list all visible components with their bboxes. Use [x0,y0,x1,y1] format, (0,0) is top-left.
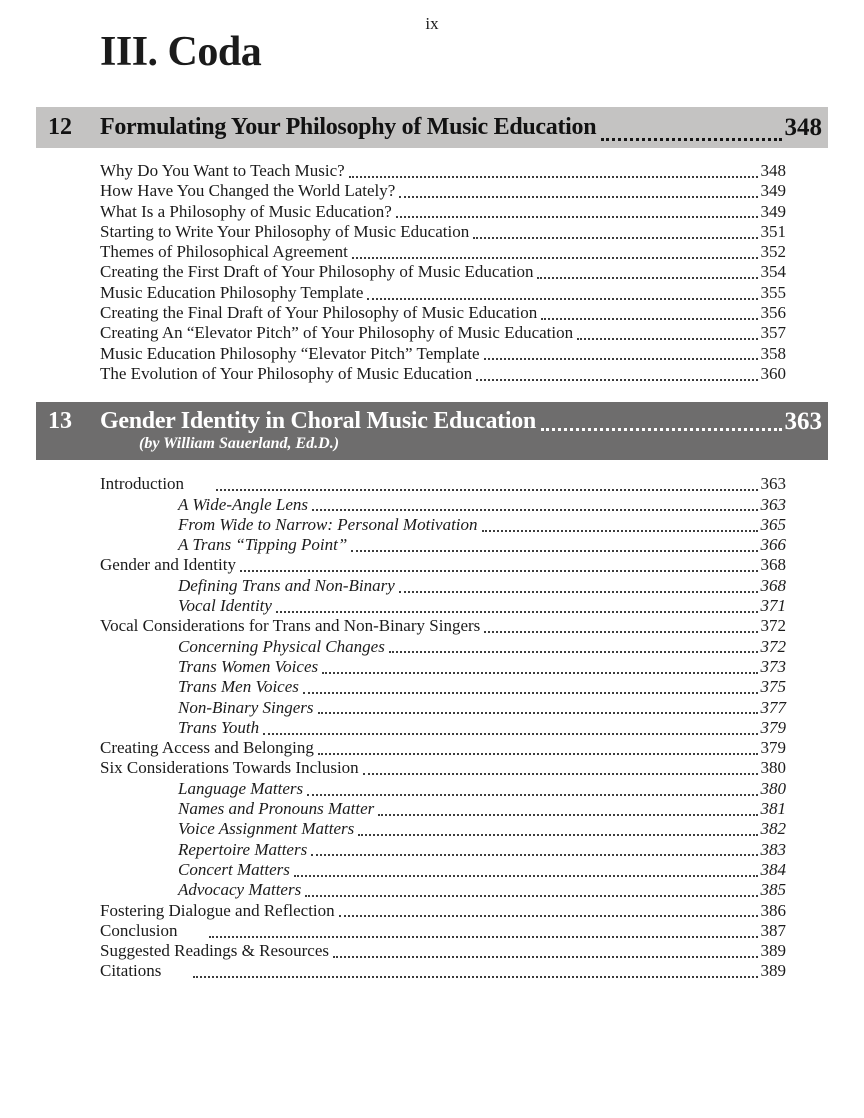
toc-entry [100,364,786,384]
toc-entry [100,474,786,494]
toc-entry-label: How Have You Changed the World Lately? [100,181,396,201]
chapter-number: 12 [48,114,72,140]
toc-entry [100,515,786,535]
chapter-header-bar [36,402,828,460]
toc-entry-label: Defining Trans and Non-Binary [178,575,395,595]
toc-entry-page-number: 357 [760,323,786,343]
dot-leader [378,814,757,816]
dot-leader [312,509,758,511]
toc-entry-label: Fostering Dialogue and Reflection [100,900,335,920]
chapter-page-number: 363 [784,407,822,435]
dot-leader [358,834,757,836]
toc-entry [100,758,786,778]
toc-entry-label: Creating the First Draft of Your Philosophy of Music Education [100,262,534,282]
dot-leader [399,196,757,198]
dot-leader [484,358,758,360]
toc-entry-label: Names and Pronouns Matter [178,799,375,819]
dot-leader [351,550,757,552]
chapter-page-number: 348 [784,113,822,141]
toc-entry-label: A Trans “Tipping Point” [178,535,348,555]
toc-entry-page-number: 372 [760,616,786,636]
dot-leader [322,672,757,674]
toc-entry-page-number: 380 [760,778,786,798]
dot-leader [577,338,757,340]
toc-entry [100,161,786,181]
toc-entry-label: Concert Matters [178,859,290,879]
toc-entry-label: Citations [100,961,162,981]
dot-leader [352,257,758,259]
toc-entry-page-number: 386 [760,900,786,920]
dot-leader [367,298,757,300]
toc-entry-page-number: 387 [760,920,786,940]
toc-entry-page-number: 384 [760,859,786,879]
toc-entry [100,262,786,282]
toc-entry-label: Repertoire Matters [178,839,308,859]
toc-entry [100,202,786,222]
toc-entry-page-number: 351 [760,221,786,241]
chapter-author-subtitle: (by William Sauerland, Ed.D.) [139,435,340,453]
dot-leader [541,428,782,431]
toc-entry-label: What Is a Philosophy of Music Education? [100,201,392,221]
dot-leader [473,237,757,239]
toc-entry [100,921,786,941]
toc-entry-page-number: 363 [760,474,786,494]
toc-entry-page-number: 389 [760,961,786,981]
dot-leader [193,976,757,978]
dot-leader [276,611,758,613]
toc-entry-page-number: 373 [760,656,786,676]
toc-entry-page-number: 354 [760,262,786,282]
toc-entry-page-number: 385 [760,880,786,900]
toc-entry [100,657,786,677]
dot-leader [482,530,758,532]
dot-leader [305,895,757,897]
toc-entry-label: Creating the Final Draft of Your Philosophy of Music Education [100,303,538,323]
toc-entry-label: Themes of Philosophical Agreement [100,242,348,262]
chapter-list [0,107,864,994]
chapter-header-row [48,107,822,148]
toc-entry [100,779,786,799]
dot-leader [318,753,758,755]
toc-entry-label: Six Considerations Towards Inclusion [100,758,359,778]
toc-entry-label: Suggested Readings & Resources [100,941,329,961]
toc-entry [100,941,786,961]
dot-leader [339,915,758,917]
toc-entry-label: A Wide-Angle Lens [178,494,308,514]
toc-entry [100,616,786,636]
toc-entry-label: Creating An “Elevator Pitch” of Your Philosophy of Music Education [100,323,574,343]
toc-entry [100,819,786,839]
dot-leader [303,692,758,694]
toc-entry-page-number: 372 [760,636,786,656]
chapter-section [0,402,864,981]
toc-entry [100,576,786,596]
toc-entry-label: Why Do You Want to Teach Music? [100,161,345,180]
dot-leader [240,570,758,572]
chapter-title: Formulating Your Philosophy of Music Education [100,114,597,140]
toc-entry-page-number: 358 [760,343,786,363]
toc-entry-label: Language Matters [178,778,304,798]
toc-entry-label: Non-Binary Singers [178,697,314,717]
part-title: III. Coda [100,29,262,75]
toc-entry-label: Gender and Identity [100,555,236,575]
dot-leader [216,489,757,491]
toc-entry [100,637,786,657]
chapter-section [0,107,864,384]
toc-entry [100,555,786,575]
toc-entry [100,677,786,697]
toc-entry-label: Creating Access and Belonging [100,738,314,758]
toc-entry [100,596,786,616]
toc-entry [100,840,786,860]
toc-entry [100,323,786,343]
dot-leader [476,379,757,381]
toc-entry-label: Conclusion [100,920,178,940]
dot-leader [294,875,758,877]
toc-entry-page-number: 349 [760,201,786,221]
toc-entry-label: Starting to Write Your Philosophy of Music Education [100,221,470,241]
dot-leader [537,277,757,279]
toc-entry-label: Trans Youth [178,717,260,737]
dot-leader [601,138,781,141]
toc-entry-label: Trans Men Voices [178,677,299,697]
toc-entry-label: Introduction [100,474,185,494]
toc-entry [100,495,786,515]
toc-entry [100,860,786,880]
toc-entry [100,242,786,262]
toc-entry-label: Vocal Considerations for Trans and Non-Binary Singers [100,616,481,636]
folio-page-number: ix [425,14,439,33]
toc-entry [100,222,786,242]
toc-entry-page-number: 379 [760,717,786,737]
dot-leader [263,733,757,735]
toc-entry-page-number: 381 [760,799,786,819]
toc-entry [100,181,786,201]
toc-entry-page-number: 352 [760,242,786,262]
dot-leader [396,216,758,218]
toc-entry-label: Music Education Philosophy Template [100,282,364,302]
dot-leader [311,854,757,856]
toc-entry-page-number: 377 [760,697,786,717]
dot-leader [399,591,758,593]
toc-entry [100,303,786,323]
dot-leader [349,176,758,178]
toc-entry-label: Voice Assignment Matters [178,819,355,839]
toc-entry-list [100,161,786,384]
dot-leader [389,651,758,653]
dot-leader [333,956,758,958]
toc-entry-page-number: 365 [760,514,786,534]
toc-entry-label: From Wide to Narrow: Personal Motivation [178,514,478,534]
chapter-number: 13 [48,408,72,435]
toc-entry-page-number: 355 [760,282,786,302]
toc-entry-list [100,474,786,981]
toc-entry-page-number: 382 [760,819,786,839]
toc-entry-page-number: 349 [760,181,786,201]
toc-entry [100,535,786,555]
toc-entry-page-number: 356 [760,303,786,323]
toc-entry-page-number: 380 [760,758,786,778]
toc-entry-page-number: 363 [760,494,786,514]
toc-entry [100,880,786,900]
chapter-title: Gender Identity in Choral Music Education [100,408,536,435]
dot-leader [209,936,757,938]
dot-leader [307,794,757,796]
toc-entry-page-number: 375 [760,677,786,697]
toc-entry [100,961,786,981]
toc-entry-page-number: 379 [760,738,786,758]
toc-entry-label: Vocal Identity [178,596,272,616]
toc-entry [100,718,786,738]
toc-entry-label: The Evolution of Your Philosophy of Music Education [100,363,473,383]
toc-entry [100,901,786,921]
dot-leader [484,631,757,633]
toc-entry-label: Trans Women Voices [178,656,319,676]
toc-entry [100,344,786,364]
toc-entry-page-number: 389 [760,941,786,961]
toc-entry-page-number: 371 [760,596,786,616]
toc-entry-label: Music Education Philosophy “Elevator Pitch” Template [100,343,480,363]
toc-entry [100,283,786,303]
toc-entry [100,799,786,819]
toc-entry-page-number: 368 [760,555,786,575]
toc-entry-label: Concerning Physical Changes [178,636,385,656]
toc-entry [100,738,786,758]
chapter-header-bar [36,107,828,148]
toc-entry [100,698,786,718]
toc-entry-label: Advocacy Matters [178,880,302,900]
toc-entry-page-number: 366 [760,535,786,555]
dot-leader [318,712,758,714]
toc-entry-page-number: 360 [760,363,786,383]
chapter-header-row [48,402,822,438]
dot-leader [541,318,757,320]
dot-leader [363,773,758,775]
toc-entry-page-number: 383 [760,839,786,859]
toc-entry-page-number: 368 [760,575,786,595]
toc-entry-page-number: 348 [760,161,786,180]
